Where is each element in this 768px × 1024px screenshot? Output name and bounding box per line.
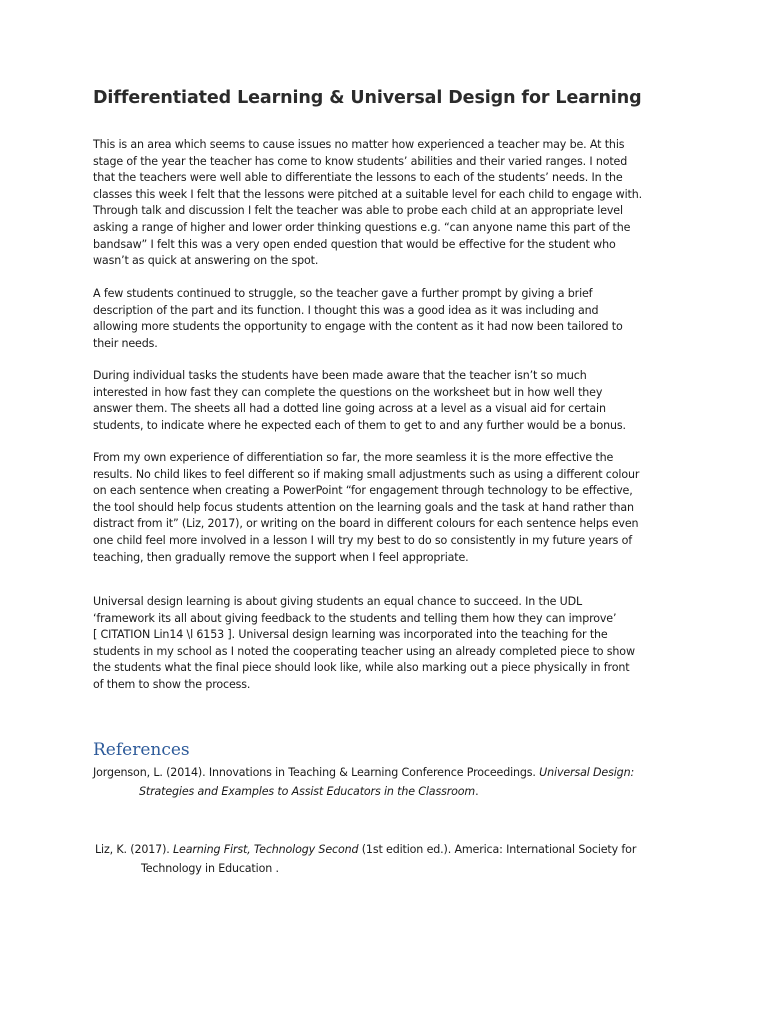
paragraph-line: one child feel more involved in a lesson I will try my best to do so consistently in my future years of <box>93 533 633 547</box>
paragraph-3 <box>93 368 683 434</box>
paragraph-2 <box>93 286 683 352</box>
reference-entry <box>95 840 695 878</box>
paragraph-line: distract from it” (Liz, 2017), or writing on the board in different colours for each sentence helps even <box>93 517 639 531</box>
document-title: Differentiated Learning & Universal Design for Learning <box>93 88 642 108</box>
paragraph-line: Through talk and discussion I felt the teacher was able to probe each child at an appropriate level <box>93 204 623 218</box>
reference-entry <box>93 763 693 801</box>
paragraph-line: stage of the year the teacher has come to know students’ abilities and their varied ranges. I noted <box>93 154 628 168</box>
paragraph-line: During individual tasks the students have been made aware that the teacher isn’t so much <box>93 369 587 382</box>
reference-line <box>93 782 693 801</box>
reference-italic-text: Strategies and Examples to Assist Educators in the Classroom <box>139 785 476 798</box>
paragraph-line: [ CITATION Lin14 \l 6153 ]. Universal design learning was incorporated into the teaching for the <box>93 628 608 642</box>
paragraph-line: the students what the final piece should look like, while also marking out a piece physically in front <box>93 661 630 675</box>
reference-text: (1st edition ed.). America: International Society for <box>358 843 637 856</box>
reference-text: Liz, K. (2017). <box>95 843 174 856</box>
paragraph-line: wasn’t as quick at answering on the spot. <box>93 254 319 268</box>
paragraph-line: classes this week I felt that the lessons were pitched at a suitable level for each child to engage with. <box>93 187 642 201</box>
paragraph-line: answer them. The sheets all had a dotted line going across at a level as a visual aid for certain <box>93 402 606 416</box>
paragraph-line: on each sentence when creating a PowerPoint “for engagement through technology to be effective, <box>93 484 633 498</box>
paragraph-line: interested in how fast they can complete the questions on the worksheet but in how well they <box>93 385 603 399</box>
paragraph-line: bandsaw” I felt this was a very open ended question that would be effective for the student who <box>93 237 616 251</box>
paragraph-line: description of the part and its function. I thought this was a good idea as it was including and <box>93 303 599 317</box>
reference-line <box>93 763 693 782</box>
paragraph-4 <box>93 450 683 566</box>
paragraph-1 <box>93 137 683 270</box>
reference-text: . <box>475 785 479 798</box>
reference-italic-text: Universal Design: <box>539 766 635 779</box>
reference-italic-text: Learning First, Technology Second <box>173 843 359 856</box>
paragraph-line: allowing more students the opportunity to engage with the content as it had now been tailored to <box>93 320 623 334</box>
reference-line <box>95 840 695 859</box>
paragraph-line: of them to show the process. <box>93 677 251 691</box>
paragraph-line: asking a range of higher and lower order thinking questions e.g. “can anyone name this part of the <box>93 220 631 234</box>
paragraph-line: A few students continued to struggle, so the teacher gave a further prompt by giving a brief <box>93 287 593 300</box>
paragraph-line: the tool should help focus students attention on the learning goals and the task at hand rather than <box>93 500 634 514</box>
paragraph-line: This is an area which seems to cause issues no matter how experienced a teacher may be. At this <box>93 138 625 151</box>
reference-line <box>95 859 695 878</box>
paragraph-line: students in my school as I noted the cooperating teacher using an already completed piece to show <box>93 644 635 658</box>
reference-text: Jorgenson, L. (2014). Innovations in Teaching & Learning Conference Proceedings. <box>93 766 540 779</box>
paragraph-line: ‘framework its all about giving feedback to the students and telling them how they can improve’ <box>93 611 617 625</box>
paragraph-line: results. No child likes to feel different so if making small adjustments such as using a different colour <box>93 467 640 481</box>
reference-text: Technology in Education . <box>141 862 279 875</box>
paragraph-line: their needs. <box>93 336 158 350</box>
paragraph-line: students, to indicate where he expected each of them to get to and any further would be a bonus. <box>93 418 626 432</box>
paragraph-line: Universal design learning is about giving students an equal chance to succeed. In the UDL <box>93 595 583 608</box>
paragraph-line: teaching, then gradually remove the support when I feel appropriate. <box>93 550 469 564</box>
paragraph-5 <box>93 594 683 694</box>
references-heading: References <box>93 740 190 760</box>
paragraph-line: that the teachers were well able to differentiate the lessons to each of the students’ needs. In the <box>93 171 623 185</box>
paragraph-line: From my own experience of differentiation so far, the more seamless it is the more effective the <box>93 451 614 464</box>
